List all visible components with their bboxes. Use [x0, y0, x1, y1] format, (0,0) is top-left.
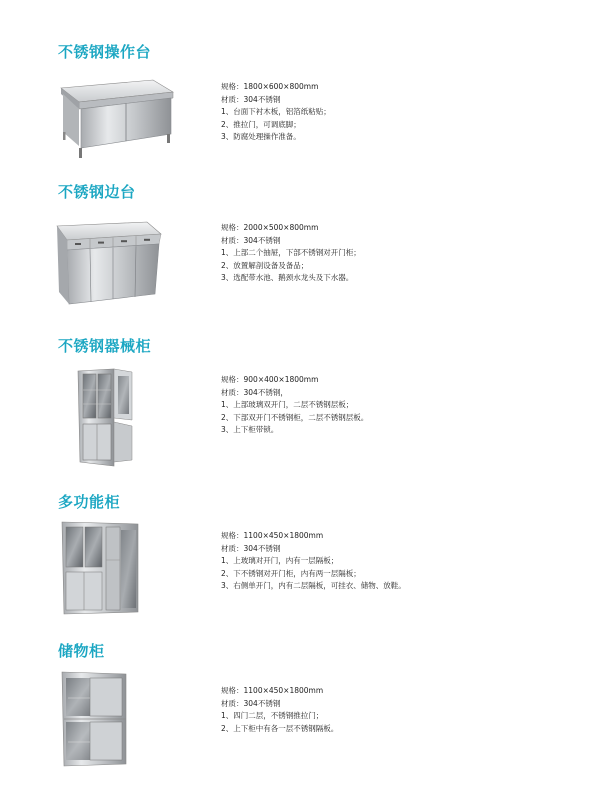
spec-line: 规格：2000×500×800mm	[221, 223, 319, 232]
spec-line: 3、选配带水池、鹅颈水龙头及下水器。	[221, 273, 354, 283]
stainless-steel-instrument-cabinet-image	[74, 368, 138, 468]
spec-line: 规格：1100×450×1800mm	[221, 531, 324, 540]
section-title: 不锈钢器械柜	[58, 337, 152, 355]
spec-line: 1、上部玻璃双开门，二层不锈钢层板；	[221, 400, 354, 410]
stainless-steel-side-table-image	[55, 218, 163, 308]
spec-line: 材质：304不锈钢，	[221, 387, 288, 397]
storage-cabinet-image	[60, 670, 130, 768]
spec-list	[221, 81, 331, 144]
spec-line: 1、上部二个抽屉，下部不锈钢对开门柜；	[221, 248, 361, 258]
spec-line: 规格：1100×450×1800mm	[221, 686, 324, 695]
spec-list	[221, 222, 361, 285]
spec-line: 2、放置解剖设备及备品；	[221, 260, 309, 270]
spec-line: 1、四门二层，不锈钢推拉门；	[221, 711, 324, 721]
spec-line: 材质：304不锈钢	[221, 235, 281, 245]
spec-line: 2、下部双开门不锈钢柜，二层不锈钢层板。	[221, 412, 369, 422]
spec-line: 2、推拉门，可调底脚；	[221, 119, 301, 129]
section-title: 多功能柜	[58, 493, 121, 511]
spec-list	[221, 374, 368, 437]
spec-line: 2、上下柜中有各一层不锈钢隔板。	[221, 723, 339, 733]
spec-line: 材质：304不锈钢	[221, 94, 281, 104]
spec-line: 材质：304不锈钢	[221, 698, 281, 708]
spec-line: 材质：304不锈钢	[221, 543, 281, 553]
spec-list	[221, 685, 338, 735]
spec-line: 规格：1800×600×800mm	[221, 82, 319, 91]
spec-list	[221, 530, 406, 593]
spec-line: 规格：900×400×1800mm	[221, 375, 319, 384]
spec-line: 3、防腐处理操作准备。	[221, 132, 301, 142]
multifunction-cabinet-image	[60, 520, 142, 616]
section-title: 不锈钢操作台	[58, 43, 152, 61]
section-title: 储物柜	[58, 642, 105, 660]
spec-line: 2、下不锈钢对开门柜，内有两一层隔板；	[221, 568, 361, 578]
spec-line: 3、上下柜带锁。	[221, 425, 279, 435]
spec-line: 1、台面下衬木板，铝箔纸粘贴；	[221, 107, 331, 117]
spec-line: 1、上玻璃对开门，内有一层隔板；	[221, 556, 339, 566]
spec-line: 3、右侧单开门，内有二层隔板，可挂衣、储物、放鞋。	[221, 581, 406, 591]
stainless-steel-workbench-image	[57, 76, 175, 160]
section-title: 不锈钢边台	[58, 183, 136, 201]
